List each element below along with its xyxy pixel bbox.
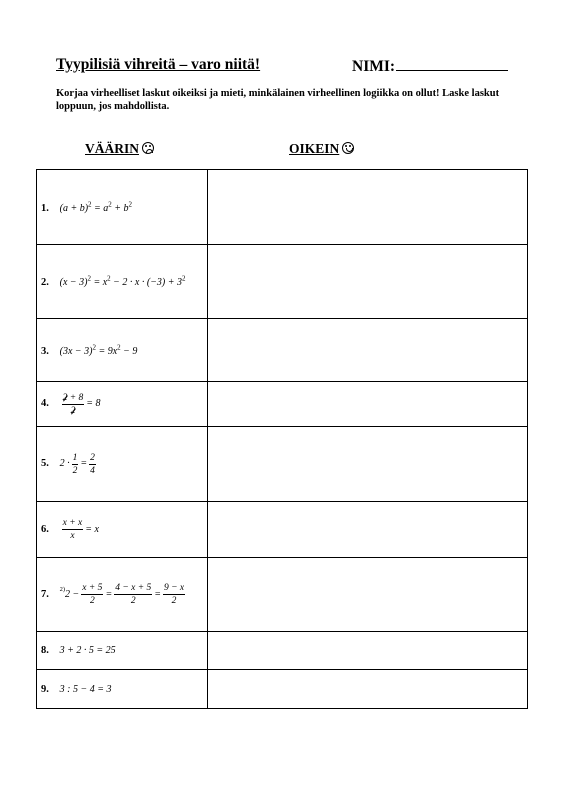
name-field[interactable] (352, 56, 508, 76)
smiley-face-icon (342, 142, 354, 154)
answer-cell[interactable] (208, 632, 528, 670)
exercise-expression: $^{2)}$2 − $\frac{x + 5}{2}$ = $\frac{4 - x + 5}{2}$ = $\frac{9 - x}{2}$ (59, 583, 185, 606)
exercise-number: 2. (41, 277, 49, 289)
wrong-cell (37, 427, 208, 502)
table-row (37, 502, 528, 558)
exercise-expression: $(3x - 3)^2 = 9x^2 - 9$ (59, 343, 138, 357)
answer-cell[interactable] (208, 319, 528, 382)
name-line[interactable] (396, 56, 508, 71)
wrong-cell (37, 319, 208, 382)
name-label: NIMI: (352, 58, 396, 75)
exercise-table (36, 169, 528, 709)
table-row (37, 319, 528, 382)
page-title: Tyypilisiä vihreitä – varo niitä! (56, 56, 261, 73)
answer-cell[interactable] (208, 245, 528, 319)
table-row (37, 170, 528, 245)
exercise-number: 9. (41, 683, 49, 695)
exercise-expression: $(x - 3)^2 = x^2 - 2 \cdot x \cdot (-3) + 3^2$ (59, 274, 186, 289)
wrong-cell (37, 558, 208, 632)
answer-cell[interactable] (208, 170, 528, 245)
sad-face-icon (142, 142, 154, 154)
answer-cell[interactable] (208, 502, 528, 558)
wrong-cell (37, 382, 208, 427)
wrong-cell (37, 502, 208, 558)
column-right-label: OIKEIN (289, 141, 340, 156)
exercise-expression: $\frac{x + x}{x}$ = x (62, 518, 99, 541)
exercise-number: 1. (41, 202, 49, 214)
exercise-number: 8. (41, 645, 49, 656)
wrong-cell (37, 245, 208, 319)
exercise-number: 6. (41, 523, 49, 535)
exercise-expression: 3 + 2 · 5 = 25 (59, 645, 116, 656)
exercise-expression: 3 : 5 − 4 = 3 (59, 683, 112, 695)
column-wrong-label: VÄÄRIN (85, 141, 139, 156)
exercise-expression: 2 · $\frac{1}{2}$ = $\frac{2}{4}$ (59, 452, 95, 476)
table-row (37, 558, 528, 632)
answer-cell[interactable] (208, 558, 528, 632)
table-row (37, 245, 528, 319)
wrong-cell (37, 170, 208, 245)
instructions: Korjaa virheelliset laskut oikeiksi ja mieti, minkälainen virheellinen logiikka on ollut! Laske laskut loppuun, jos mahdollista. (56, 88, 500, 112)
table-row (37, 670, 528, 709)
column-header-wrong (85, 141, 154, 157)
table-row (37, 427, 528, 502)
answer-cell[interactable] (208, 670, 528, 709)
exercise-expression: $(a + b)^2 = a^2 + b^2$ (59, 200, 133, 214)
exercise-number: 5. (41, 458, 49, 470)
table-row (37, 382, 528, 427)
exercise-number: 7. (41, 588, 49, 600)
column-header-right (289, 141, 354, 157)
answer-cell[interactable] (208, 427, 528, 502)
answer-cell[interactable] (208, 382, 528, 427)
wrong-cell (37, 632, 208, 670)
table-row (37, 632, 528, 670)
wrong-cell (37, 670, 208, 709)
exercise-expression: $\frac{2 + 8}{2}$ = 8 (62, 392, 101, 416)
exercise-number: 4. (41, 398, 49, 410)
exercise-number: 3. (41, 345, 49, 357)
